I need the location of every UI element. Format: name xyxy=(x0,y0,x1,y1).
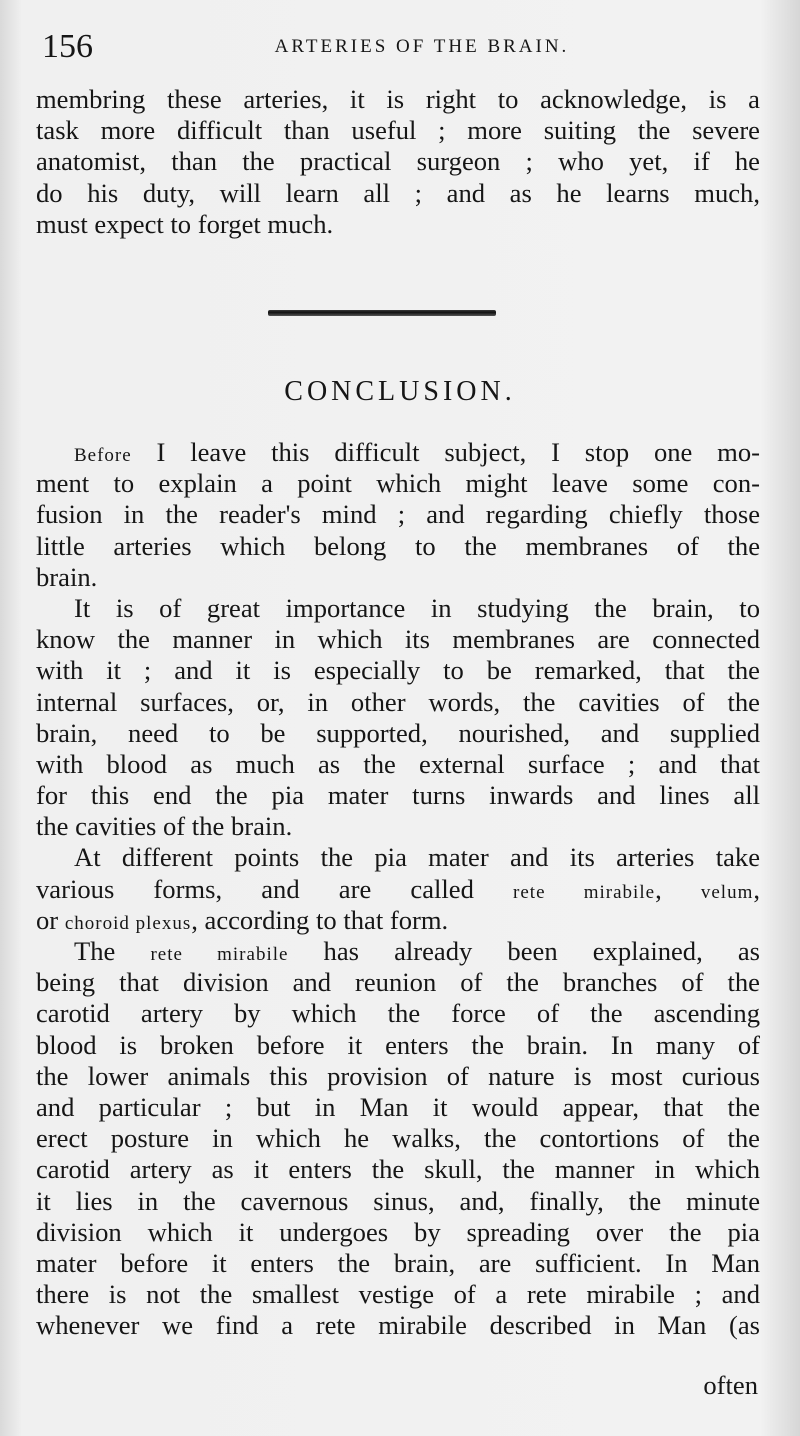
text-line: fusion in the reader's mind ; and regarding chiefly those xyxy=(36,499,760,530)
catchword: often xyxy=(703,1370,758,1400)
text-line: At different points the pia mater and its arteries take xyxy=(74,842,760,873)
text-line: anatomist, than the practical surgeon ; who yet, if he xyxy=(36,146,760,177)
text-line: for this end the pia mater turns inwards and lines all xyxy=(36,780,760,811)
term-velum: velum xyxy=(700,881,754,903)
section-heading: CONCLUSION. xyxy=(284,376,516,407)
text-line: erect posture in which he walks, the contortions of the xyxy=(36,1123,760,1154)
running-title: ARTERIES OF THE BRAIN. xyxy=(274,36,570,57)
text-line: the cavities of the brain. xyxy=(36,811,293,842)
page-number: 156 xyxy=(42,28,93,65)
text-line: know the manner in which its membranes are connected xyxy=(36,624,760,655)
text-line: internal surfaces, or, in other words, the cavities of the xyxy=(36,686,760,717)
text-line: with it ; and it is especially to be remarked, that the xyxy=(36,655,760,686)
opening-word: Before xyxy=(74,445,132,466)
text-line: whenever we find a rete mirabile described in Man (as xyxy=(36,1310,760,1341)
text-line: division which it undergoes by spreading over the pia xyxy=(36,1216,760,1247)
text-line: must expect to forget much. xyxy=(36,208,334,239)
text-line: or choroid plexus, according to that form. xyxy=(36,904,449,935)
page-header xyxy=(42,28,758,68)
text-line: there is not the smallest vestige of a rete mirabile ; and xyxy=(36,1279,760,1310)
term-rete-mirabile: rete mirabile xyxy=(513,881,656,903)
text-line: it lies in the cavernous sinus, and, finally, the minute xyxy=(36,1185,760,1216)
text-line: task more difficult than useful ; more suiting the severe xyxy=(36,115,760,146)
text-line: carotid artery by which the force of the ascending xyxy=(36,998,760,1029)
section-divider-rule xyxy=(268,310,496,316)
text-line: and particular ; but in Man it would appear, that the xyxy=(36,1091,760,1122)
opening-paragraph xyxy=(36,84,760,240)
text-line: little arteries which belong to the membranes of the xyxy=(36,530,760,561)
text-line: membring these arteries, it is right to acknowledge, is a xyxy=(36,84,760,114)
conclusion-section xyxy=(36,437,760,1341)
term-choroid-plexus: choroid plexus xyxy=(64,912,192,934)
text-line: the lower animals this provision of nature is most curious xyxy=(36,1060,760,1091)
text-line: various forms, and are called rete mirabile, velum, xyxy=(36,873,761,904)
text-line: with blood as much as the external surface ; and that xyxy=(36,748,760,779)
text-line: being that division and reunion of the branches of the xyxy=(36,967,760,998)
text-line: Before I leave this difficult subject, I stop one mo- xyxy=(74,437,760,467)
text-line: blood is broken before it enters the brain. In many of xyxy=(36,1029,760,1060)
text-line: mater before it enters the brain, are sufficient. In Man xyxy=(36,1247,760,1278)
text-line: brain, need to be supported, nourished, and supplied xyxy=(36,717,760,748)
term-rete-mirabile: rete mirabile xyxy=(150,944,289,965)
text-line: carotid artery as it enters the skull, the manner in which xyxy=(36,1154,760,1185)
text-line: The rete mirabile has already been explained, as xyxy=(74,936,760,966)
text-line: do his duty, will learn all ; and as he learns much, xyxy=(36,177,760,208)
text-line: It is of great importance in studying the brain, to xyxy=(74,592,760,623)
text-line: brain. xyxy=(36,561,98,592)
text-line: ment to explain a point which might leave some con- xyxy=(36,468,760,499)
